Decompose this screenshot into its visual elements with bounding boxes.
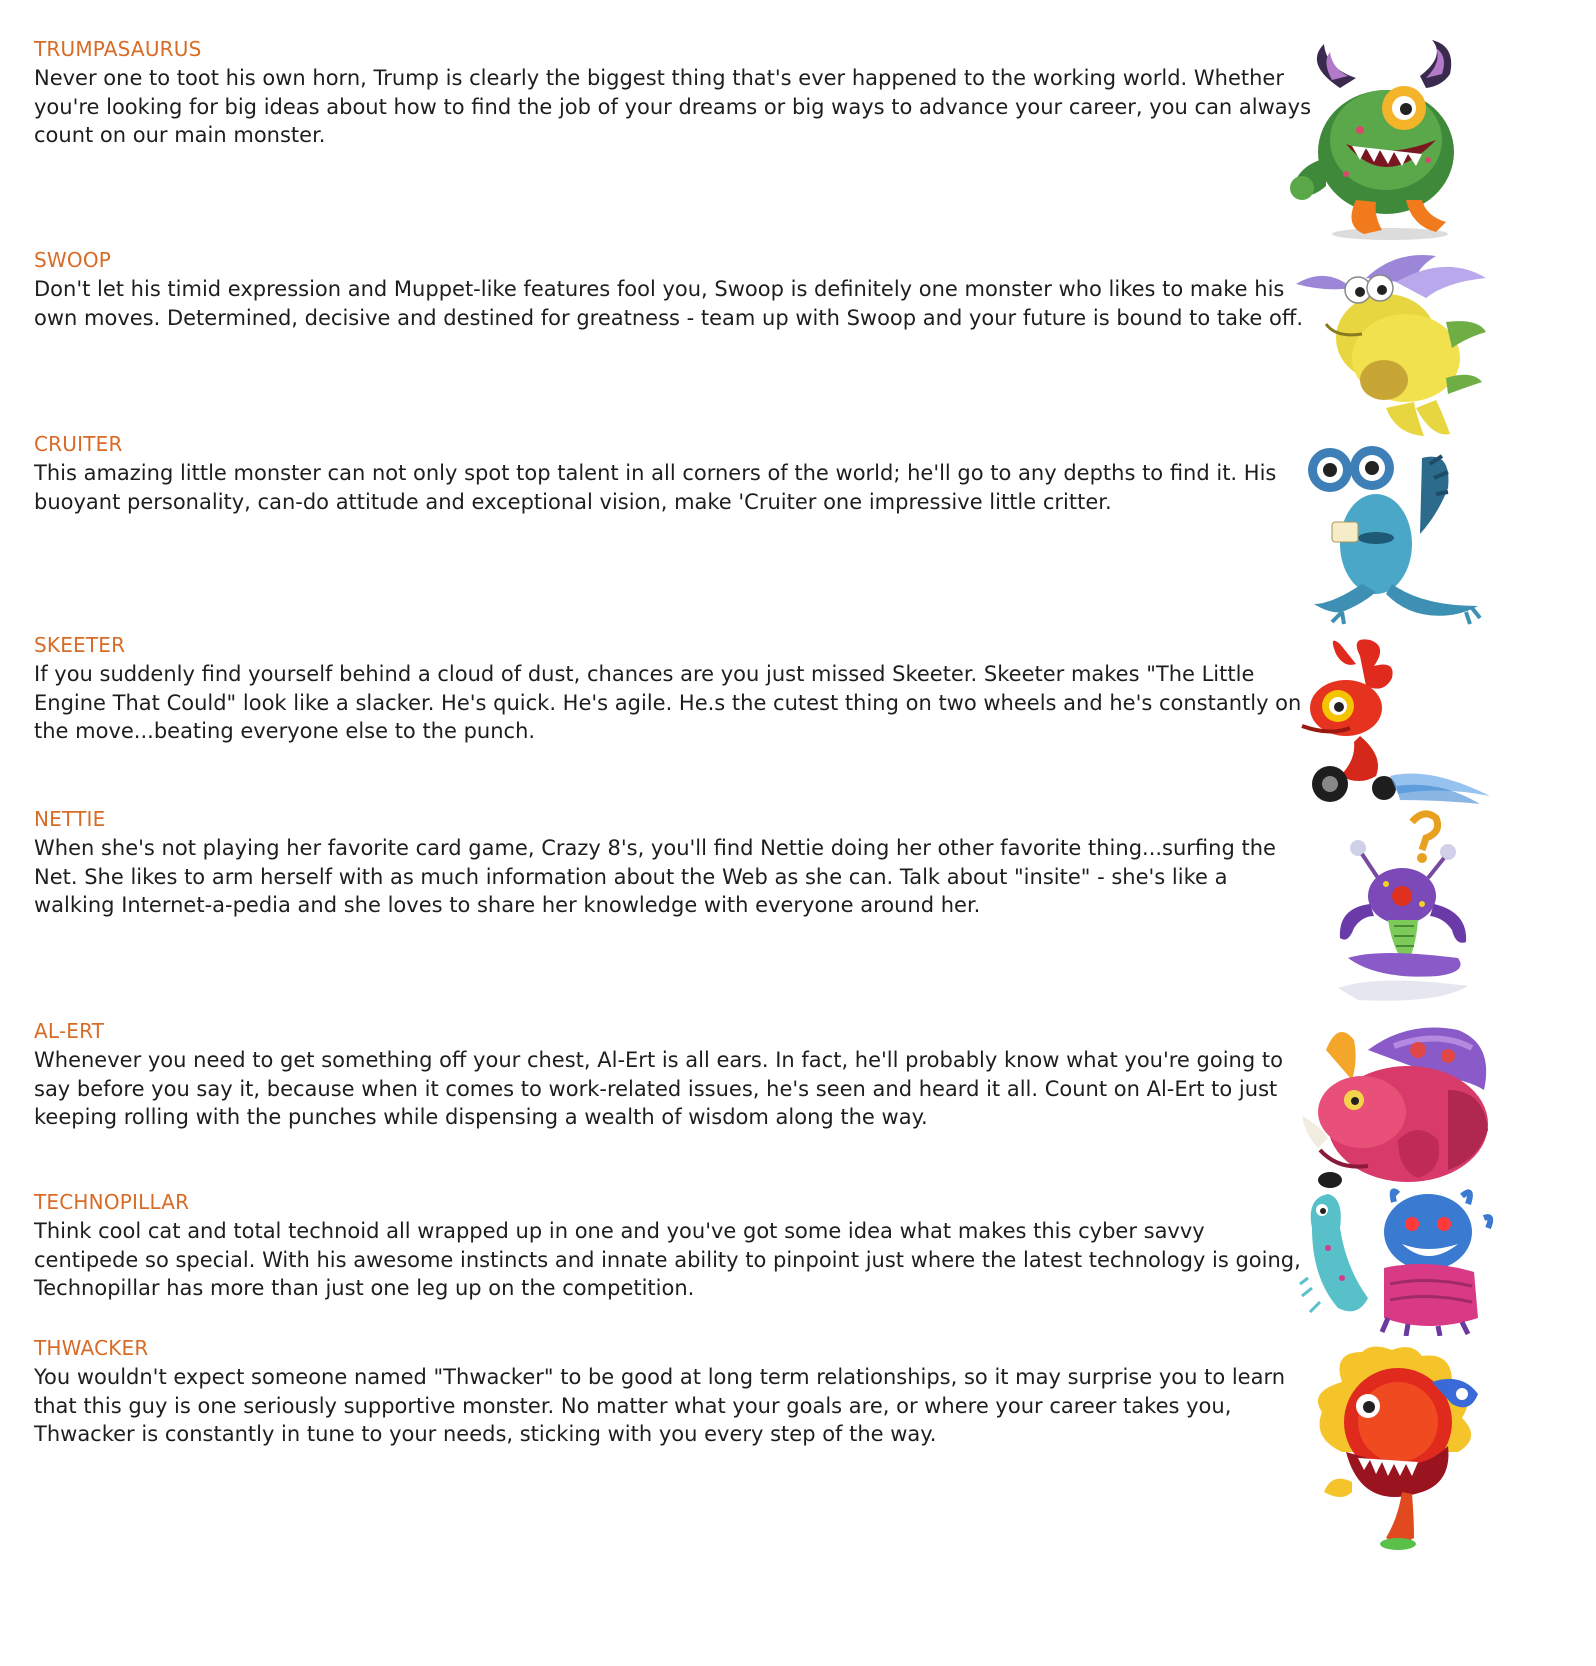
monster-entry-technopillar (34, 1189, 1314, 1303)
nettie-image (1318, 808, 1478, 1008)
monster-description: Never one to toot his own horn, Trump is clearly the biggest thing that's ever happened to the working world. Whether you're looking for big ideas about how to find the job of your dreams or big ways to advance your career, you can always count on our main monster. (34, 66, 1312, 147)
monster-name: SWOOP (34, 248, 112, 272)
monster-description: When she's not playing her favorite card game, Crazy 8's, you'll find Nettie doing her other favorite thing...surfing the Net. She likes to arm herself with as much information about the Web as she can. Talk about "insite" - she's like a walking Internet-a-pedia and she loves to share her knowledge with everyone around her. (34, 836, 1276, 917)
monster-description: If you suddenly find yourself behind a cloud of dust, chances are you just missed Skeeter. Skeeter makes "The Little Engine That Could" look like a slacker. He's quick. He's agile. He.s the cutest thing on two wheels and he's constantly on the move...beating everyone else to the punch. (34, 662, 1302, 743)
monster-name: SKEETER (34, 633, 126, 657)
monster-entry-alert (34, 1018, 1314, 1132)
swoop-image (1296, 248, 1492, 444)
skeeter-image (1300, 636, 1490, 806)
cruiter-image (1302, 444, 1482, 628)
monster-entry-skeeter (34, 632, 1314, 746)
trumpasaurus-image (1286, 40, 1486, 240)
monster-name: THWACKER (34, 1336, 149, 1360)
monster-description: You wouldn't expect someone named "Thwacker" to be good at long term relationships, so it may surprise you to learn that this guy is one seriously supportive monster. No matter what your goals are, or where your career takes you, Thwacker is constantly in tune to your needs, sticking with you every step of the way. (34, 1365, 1286, 1446)
monster-name: TRUMPASAURUS (34, 37, 202, 61)
monster-description: Whenever you need to get something off your chest, Al-Ert is all ears. In fact, he'll probably know what you're going to say before you say it, because when it comes to work-related issues, he's seen and heard it all. Count on Al-Ert to just keeping rolling with the punches while dispensing a wealth of wisdom along the way. (34, 1048, 1283, 1129)
technopillar-image (1298, 1188, 1494, 1336)
monster-entry-nettie (34, 806, 1314, 920)
monster-name: TECHNOPILLAR (34, 1190, 190, 1214)
monster-entry-swoop (34, 247, 1314, 332)
monster-description: Think cool cat and total technoid all wrapped up in one and you've got some idea what makes this cyber savvy centipede so special. With his awesome instincts and innate ability to pinpoint just where the latest technology is going, Technopillar has more than just one leg up on the competition. (34, 1219, 1301, 1300)
thwacker-image (1302, 1342, 1490, 1554)
monster-entry-trumpasaurus (34, 36, 1314, 150)
monster-name: AL-ERT (34, 1019, 105, 1043)
monster-entry-cruiter (34, 431, 1314, 516)
monster-name: CRUITER (34, 432, 123, 456)
monster-name: NETTIE (34, 807, 106, 831)
monster-description: This amazing little monster can not only spot top talent in all corners of the world; he'll go to any depths to find it. His buoyant personality, can-do attitude and exceptional vision, make 'Cruiter one impressive little critter. (34, 461, 1277, 514)
monster-entry-thwacker (34, 1335, 1314, 1449)
alert-image (1298, 1020, 1494, 1190)
monster-description: Don't let his timid expression and Muppet-like features fool you, Swoop is definitely one monster who likes to make his own moves. Determined, decisive and destined for greatness - team up with Swoop and your future is bound to take off. (34, 277, 1303, 330)
